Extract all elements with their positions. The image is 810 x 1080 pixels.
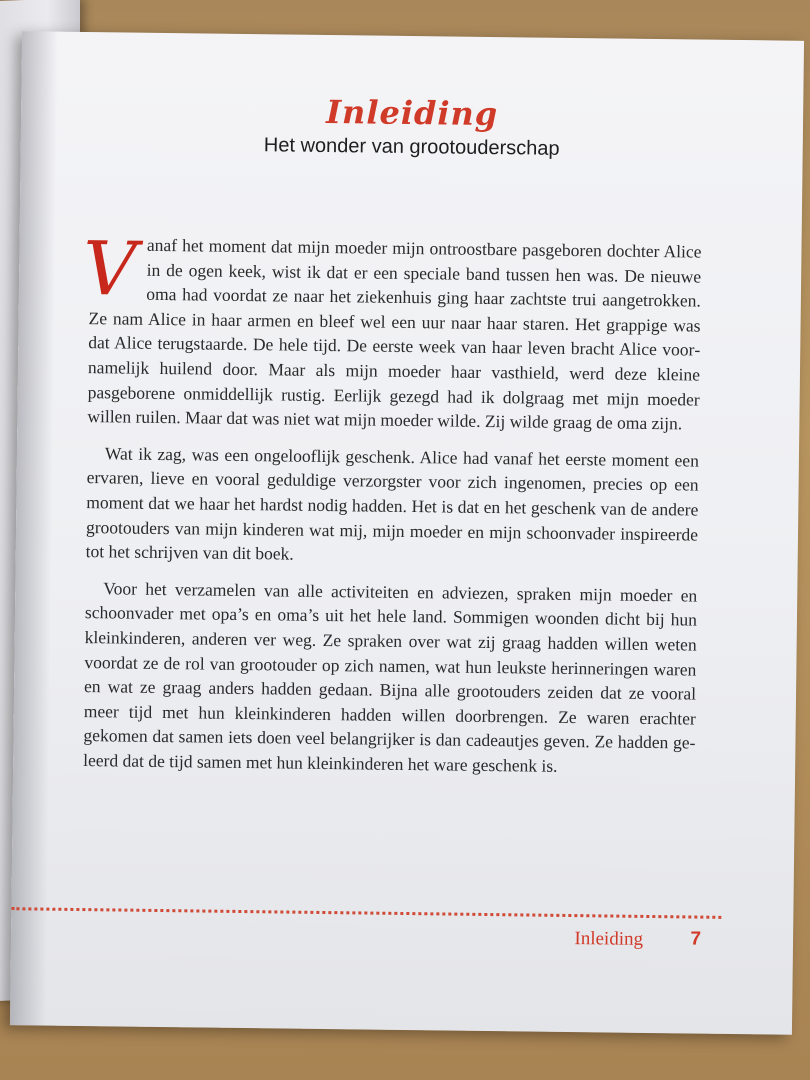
paragraph	[82, 226, 702, 436]
chapter-subtitle: Het wonder van grootouderschap	[263, 134, 560, 160]
book-page	[10, 31, 804, 1034]
toc-page-number	[0, 191, 2, 214]
previous-page-toc-numbers	[0, 59, 2, 280]
toc-page-number	[0, 125, 2, 148]
toc-page-number	[0, 59, 2, 82]
toc-page-number	[0, 103, 2, 126]
drop-cap: V	[82, 226, 138, 313]
toc-page-number	[0, 147, 2, 170]
paragraph-text: anaf het moment dat mijn moeder mijn ontroostbare pasgeboren dochter Alice in de ogen keek, wist ik dat er een speciale band tussen hen was. De nieuwe oma had voordat ze naar het ziekenhuis ging haar zachtste trui aangetrokken. Ze nam Alice in haar armen en bleef wel een uur naar haar staren. Het grappige was dat Alice terugstaarde. De hele tijd. De eerste week van haar leven bracht Alice voornamelijk huilend door. Maar als mijn moeder haar vasthield, werd deze kleine pasgeborene onmiddellijk rustig. Eerlijk gezegd had ik dolgraag met mijn moeder willen ruilen. Maar dat was niet wat mijn moeder wilde. Zij wilde graag de oma zijn.	[87, 234, 702, 434]
paragraph: Wat ik zag, was een ongelooflijk geschenk. Alice had vanaf het eerste moment een ervaren, lieve en vooral geduldige verzorgster voor zich ingenomen, precies op een moment dat we haar het hardst nodig hadden. Het is dat en het geschenk van de andere grootouders van mijn kinderen wat mij, mijn moeder en mijn schoonvader inspireerde tot het schrijven van dit boek.	[85, 443, 700, 564]
toc-page-number	[0, 257, 2, 280]
paragraph: Voor het verzamelen van alle activiteiten en adviezen, spraken mijn moeder en schoonvader met opa’s en oma’s uit het hele land. Sommigen woonden dicht bij hun kleinkinderen, anderen ver weg. Ze spraken over wat zij graag hadden willen weten voordat ze de rol van grootouder op zich namen, wat hun leukste herinneringen waren en wat ze graag anders hadden gedaan. Bijna alle grootouders zeiden dat ze vooral meer tijd met hun kleinkinderen hadden willen doorbrengen. Ze waren erachter gekomen dat samen iets doen veel belangrijker is dan cadeautjes geven. Ze hadden geleerd dat de tijd samen met hun kleinkinderen het ware geschenk is.	[83, 578, 698, 776]
toc-page-number	[0, 235, 2, 258]
page-number: 7	[690, 928, 702, 950]
body-text	[82, 226, 702, 792]
dotted-divider	[11, 907, 721, 919]
chapter-title: Inleiding	[325, 92, 499, 134]
toc-page-number	[0, 169, 2, 192]
running-footer-label: Inleiding	[574, 928, 644, 950]
toc-page-number	[0, 81, 2, 104]
toc-page-number	[0, 213, 2, 236]
